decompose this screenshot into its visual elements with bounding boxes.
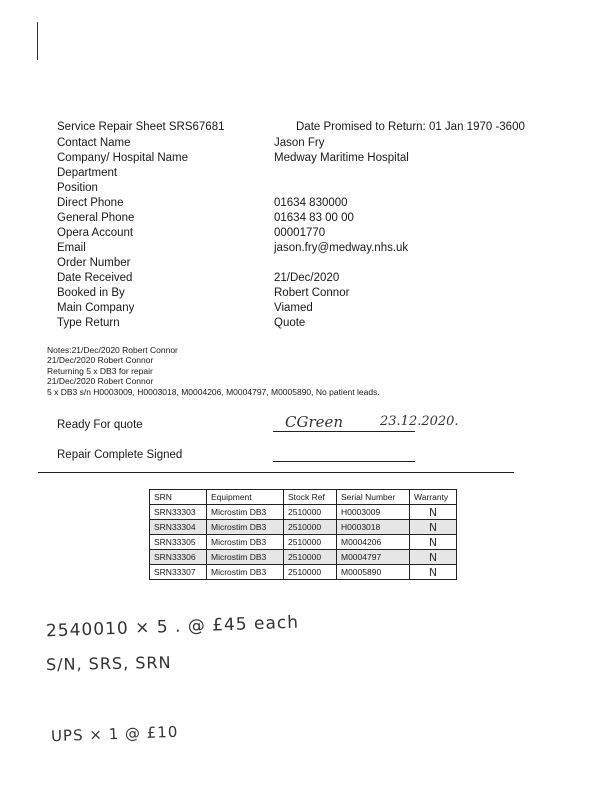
field-label-general-phone: General Phone — [57, 212, 135, 224]
handwritten-note-pricing: 2540010 × 5 . @ £45 each — [45, 612, 300, 642]
handwritten-note-shipping: UPS × 1 @ £10 — [50, 722, 179, 746]
cell-serial-number: M0004206 — [337, 535, 410, 550]
cell-warranty: N — [410, 520, 457, 535]
note-line: 5 x DB3 s/n H0003009, H0003018, M0004206, M0004797, M0005890, No patient leads. — [47, 386, 380, 397]
table-row — [150, 565, 457, 580]
cell-stock-ref: 2510000 — [284, 505, 337, 520]
cell-equipment: Microstim DB3 — [207, 505, 284, 520]
field-value-direct-phone: 01634 830000 — [274, 197, 348, 209]
field-label-department: Department — [57, 167, 118, 179]
field-value-company: Medway Maritime Hospital — [274, 152, 409, 164]
col-header-serial-number: Serial Number — [337, 490, 410, 505]
cell-equipment: Microstim DB3 — [207, 535, 284, 550]
note-line: 21/Dec/2020 Robert Connor — [47, 376, 154, 387]
cell-serial-number: M0005890 — [337, 565, 410, 580]
cell-srn: SRN33304 — [150, 520, 207, 535]
ready-for-quote-signature-line — [273, 431, 415, 432]
date-promised: Date Promised to Return: 01 Jan 1970 -3600 — [296, 121, 525, 133]
note-line: 21/Dec/2020 Robert Connor — [47, 355, 154, 366]
field-value-contact-name: Jason Fry — [274, 137, 325, 149]
table-row — [150, 520, 457, 535]
table-row — [150, 535, 457, 550]
notes-block — [47, 345, 380, 397]
cell-serial-number: M0004797 — [337, 550, 410, 565]
field-label-main-company: Main Company — [57, 302, 135, 314]
field-value-date-received: 21/Dec/2020 — [274, 272, 340, 284]
repair-complete-label: Repair Complete Signed — [57, 449, 183, 461]
field-value-general-phone: 01634 83 00 00 — [274, 212, 354, 224]
table-header-row — [150, 490, 457, 505]
field-label-contact-name: Contact Name — [57, 137, 131, 149]
cell-stock-ref: 2510000 — [284, 565, 337, 580]
cell-stock-ref: 2510000 — [284, 550, 337, 565]
field-label-booked-in-by: Booked in By — [57, 287, 125, 299]
field-value-email: jason.fry@medway.nhs.uk — [274, 242, 409, 254]
cell-stock-ref: 2510000 — [284, 535, 337, 550]
field-label-company: Company/ Hospital Name — [57, 152, 189, 164]
note-line: Notes:21/Dec/2020 Robert Connor — [47, 345, 178, 355]
field-value-main-company: Viamed — [274, 302, 313, 314]
field-value-type-return: Quote — [274, 317, 306, 329]
cell-srn: SRN33306 — [150, 550, 207, 565]
field-label-direct-phone: Direct Phone — [57, 197, 124, 209]
note-line: Returning 5 x DB3 for repair — [47, 365, 153, 376]
cell-srn: SRN33305 — [150, 535, 207, 550]
col-header-srn: SRN — [150, 490, 207, 505]
ready-for-quote-label: Ready For quote — [57, 419, 143, 431]
cell-warranty: N — [410, 505, 457, 520]
cell-equipment: Microstim DB3 — [207, 550, 284, 565]
col-header-equipment: Equipment — [207, 490, 284, 505]
field-label-type-return: Type Return — [57, 317, 120, 329]
col-header-warranty: Warranty — [410, 490, 457, 505]
repair-complete-signature-line — [273, 461, 415, 462]
sheet-title: Service Repair Sheet SRS67681 — [57, 121, 225, 133]
ready-for-quote-date: 23.12.2020. — [380, 414, 459, 429]
field-value-booked-in-by: Robert Connor — [274, 287, 350, 299]
field-label-opera-account: Opera Account — [57, 227, 134, 239]
cell-srn: SRN33307 — [150, 565, 207, 580]
equipment-table — [149, 489, 457, 580]
field-label-position: Position — [57, 182, 98, 194]
section-divider — [38, 472, 514, 473]
col-header-stock-ref: Stock Ref — [284, 490, 337, 505]
table-row — [150, 505, 457, 520]
cell-warranty: N — [410, 565, 457, 580]
cell-warranty: N — [410, 550, 457, 565]
field-label-date-received: Date Received — [57, 272, 133, 284]
field-label-order-number: Order Number — [57, 257, 131, 269]
field-label-email: Email — [57, 242, 86, 254]
field-value-opera-account: 00001770 — [274, 227, 326, 239]
table-row — [150, 550, 457, 565]
cell-warranty: N — [410, 535, 457, 550]
cell-serial-number: H0003018 — [337, 520, 410, 535]
cell-equipment: Microstim DB3 — [207, 565, 284, 580]
cell-stock-ref: 2510000 — [284, 520, 337, 535]
handwritten-note-references: S/N, SRS, SRN — [45, 652, 172, 675]
cell-serial-number: H0003009 — [337, 505, 410, 520]
cell-equipment: Microstim DB3 — [207, 520, 284, 535]
cell-srn: SRN33303 — [150, 505, 207, 520]
ready-for-quote-signature: CGreen — [285, 413, 344, 431]
margin-pen-mark — [37, 22, 38, 60]
